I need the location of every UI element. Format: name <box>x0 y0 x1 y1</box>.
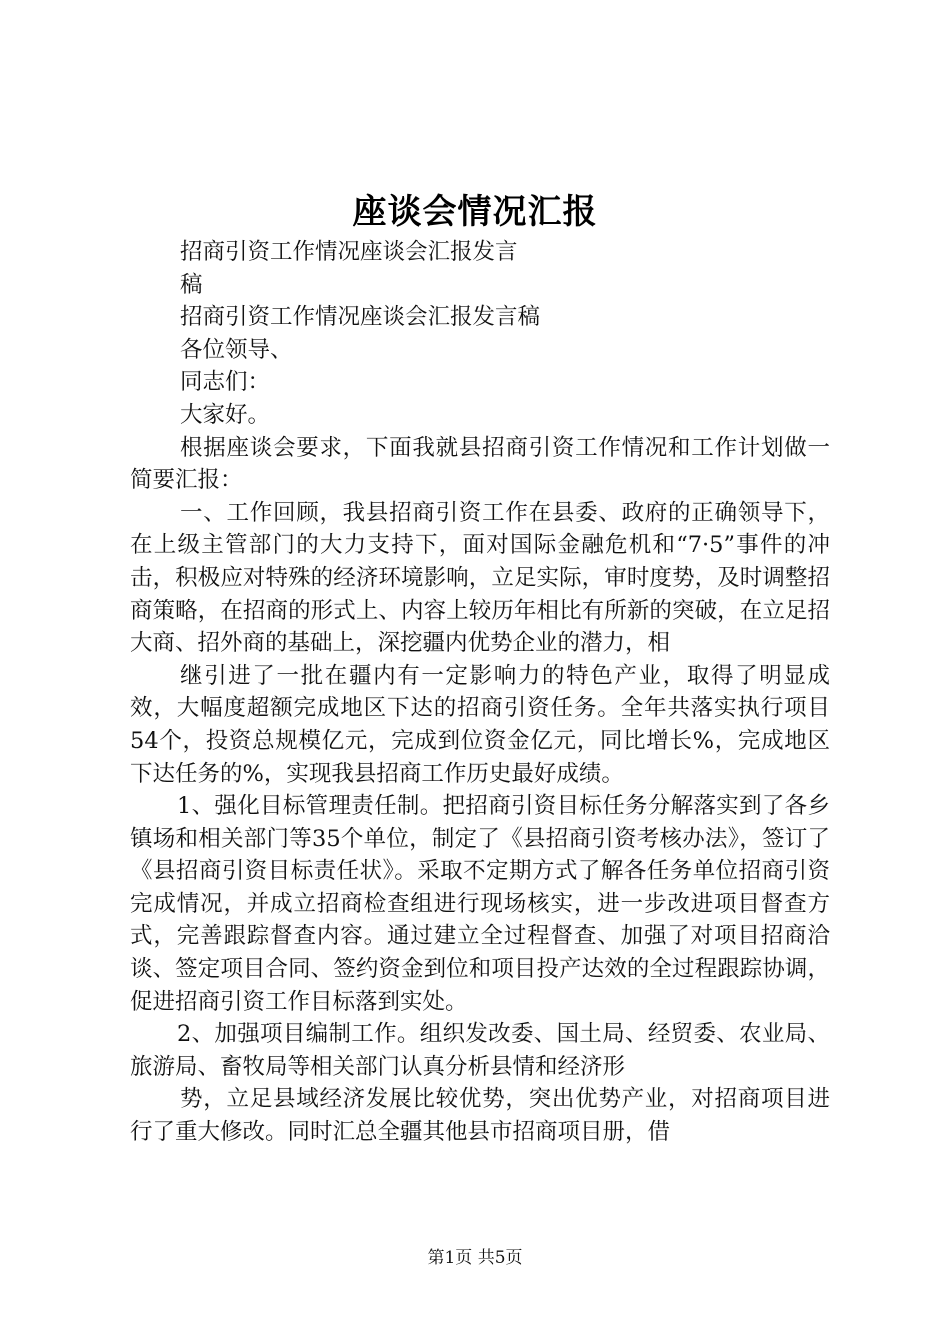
document-title: 座谈会情况汇报 <box>352 192 598 232</box>
salutation-comrades: 同志们： <box>180 369 271 396</box>
salutation-leaders: 各位领导、 <box>180 336 293 363</box>
paragraph-intro: 根据座谈会要求，下面我就县招商引资工作情况和工作计划做一简要汇报： <box>130 434 830 494</box>
paragraph-continued: 势，立足县域经济发展比较优势，突出优势产业，对招商项目进行了重大修改。同时汇总全疆其他县市招商项目册，借 <box>130 1086 830 1146</box>
page-number-footer: 第1页 共5页 <box>427 1248 523 1268</box>
paragraph-project-compilation: 2、加强项目编制工作。组织发改委、国土局、经贸委、农业局、旅游局、畜牧局等相关部门认真分析县情和经济形 <box>130 1021 830 1080</box>
paragraph-target-management: 1、强化目标管理责任制。把招商引资目标任务分解落实到了各乡镇场和相关部门等35个单位，制定了《县招商引资考核办法》，签订了《县招商引资目标责任状》。采取不定期方式了解各任务单位招商引资完成情况，并成立招商检查组进行现场核实，进一步改进项目督查方式，完善跟踪督查内容。通过建立全过程督查、加强了对项目招商洽谈、签定项目合同、签约资金到位和项目投产达效的全过程跟踪协调，促进招商引资工作目标落到实处。 <box>130 793 830 1015</box>
speech-title-repeat: 招商引资工作情况座谈会汇报发言稿 <box>180 304 541 331</box>
speech-title-line-2: 稿 <box>180 271 203 298</box>
document-body <box>130 236 830 1149</box>
paragraph-results: 继引进了一批在疆内有一定影响力的特色产业，取得了明显成效，大幅度超额完成地区下达的招商引资任务。全年共落实执行项目54个，投资总规模亿元，完成到位资金亿元，同比增长%，完成地区下达任务的%，实现我县招商工作历史最好成绩。 <box>130 662 830 787</box>
paragraph-work-review: 一、工作回顾，我县招商引资工作在县委、政府的正确领导下，在上级主管部门的大力支持下，面对国际金融危机和“7·5”事件的冲击，积极应对特殊的经济环境影响，立足实际，审时度势，及时调整招商策略，在招商的形式上、内容上较历年相比有所新的突破，在立足招大商、招外商的基础上，深挖疆内优势企业的潜力，相 <box>130 499 830 657</box>
greeting: 大家好。 <box>180 401 271 428</box>
speech-title-line-1: 招商引资工作情况座谈会汇报发言 <box>180 239 518 265</box>
